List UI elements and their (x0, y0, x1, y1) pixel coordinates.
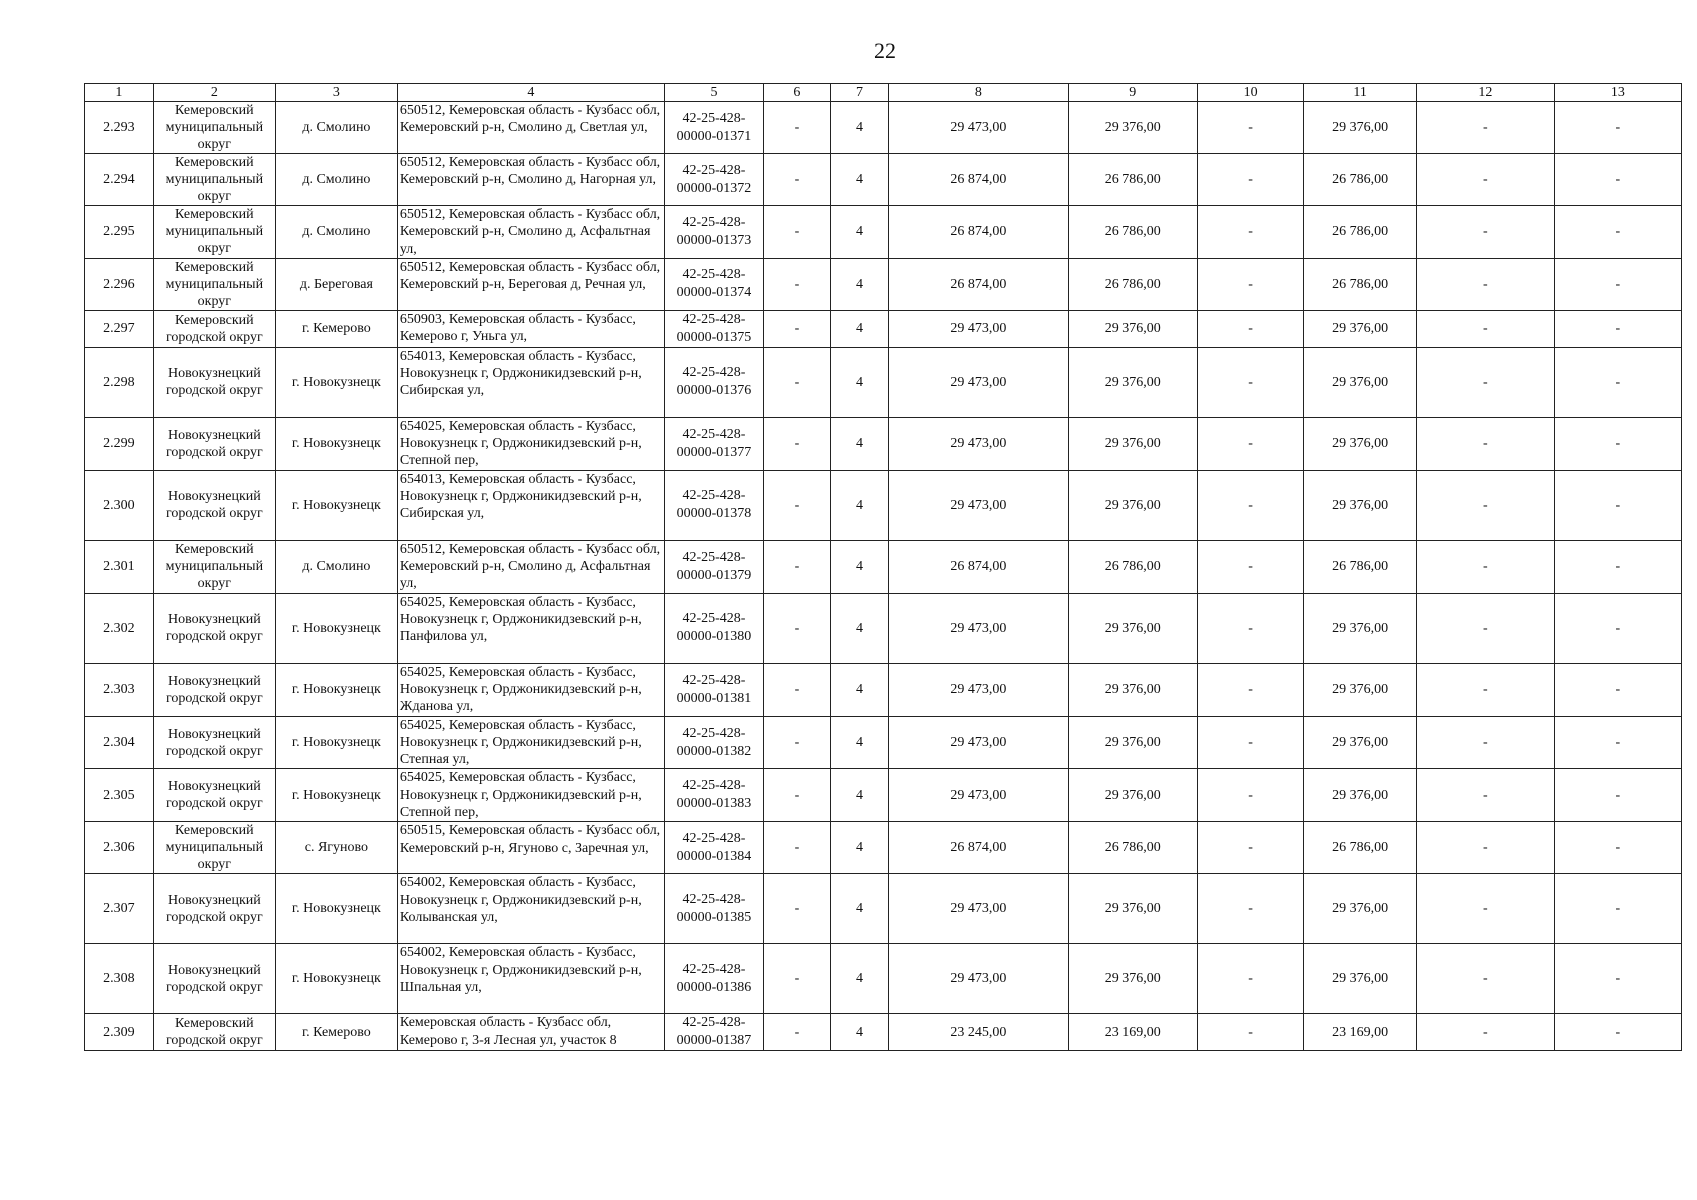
column-number-row (85, 84, 1682, 102)
municipality-cell: Новокузнецкий городской округ (153, 716, 275, 769)
municipality-cell: Кемеровский муниципальный округ (153, 258, 275, 310)
col12-cell: - (1416, 944, 1554, 1014)
registry-code-cell: 42-25-428-00000-01377 (664, 417, 763, 470)
row-number: 2.304 (85, 716, 154, 769)
col11-value: 29 376,00 (1304, 102, 1417, 154)
row-number: 2.296 (85, 258, 154, 310)
col10-cell: - (1197, 769, 1303, 822)
row-number: 2.309 (85, 1014, 154, 1051)
col9-value: 26 786,00 (1068, 206, 1197, 259)
municipality-cell: Новокузнецкий городской округ (153, 593, 275, 663)
col11-value: 29 376,00 (1304, 769, 1417, 822)
col6-cell: - (764, 347, 831, 417)
col7-cell: 4 (830, 769, 888, 822)
address-cell: 654025, Кемеровская область - Кузбасс, Новокузнецк г, Орджоникидзевский р-н, Панфилова ул, (397, 593, 664, 663)
column-header: 10 (1197, 84, 1303, 102)
locality-cell: г. Новокузнецк (275, 663, 397, 716)
row-number: 2.295 (85, 206, 154, 259)
locality-cell: д. Смолино (275, 154, 397, 206)
column-header: 9 (1068, 84, 1197, 102)
row-number: 2.305 (85, 769, 154, 822)
col13-cell: - (1554, 347, 1681, 417)
col12-cell: - (1416, 470, 1554, 540)
address-cell: 654025, Кемеровская область - Кузбасс, Новокузнецк г, Орджоникидзевский р-н, Жданова ул, (397, 663, 664, 716)
registry-code-cell: 42-25-428-00000-01376 (664, 347, 763, 417)
table-row (85, 716, 1682, 769)
col8-value: 23 245,00 (889, 1014, 1068, 1051)
column-header: 8 (889, 84, 1068, 102)
col12-cell: - (1416, 593, 1554, 663)
col9-value: 26 786,00 (1068, 540, 1197, 593)
col9-value: 29 376,00 (1068, 417, 1197, 470)
col11-value: 23 169,00 (1304, 1014, 1417, 1051)
col7-cell: 4 (830, 154, 888, 206)
locality-cell: г. Новокузнецк (275, 347, 397, 417)
locality-cell: г. Новокузнецк (275, 417, 397, 470)
col8-value: 29 473,00 (889, 347, 1068, 417)
table-row (85, 874, 1682, 944)
col9-value: 26 786,00 (1068, 154, 1197, 206)
locality-cell: г. Кемерово (275, 310, 397, 347)
table-row (85, 154, 1682, 206)
col7-cell: 4 (830, 944, 888, 1014)
col8-value: 29 473,00 (889, 944, 1068, 1014)
col8-value: 26 874,00 (889, 206, 1068, 259)
locality-cell: д. Смолино (275, 102, 397, 154)
municipality-cell: Кемеровский муниципальный округ (153, 154, 275, 206)
col11-value: 29 376,00 (1304, 347, 1417, 417)
col9-value: 29 376,00 (1068, 102, 1197, 154)
column-header: 13 (1554, 84, 1681, 102)
col9-value: 29 376,00 (1068, 663, 1197, 716)
col9-value: 26 786,00 (1068, 258, 1197, 310)
col13-cell: - (1554, 540, 1681, 593)
registry-code-cell: 42-25-428-00000-01385 (664, 874, 763, 944)
col7-cell: 4 (830, 874, 888, 944)
col11-value: 29 376,00 (1304, 593, 1417, 663)
municipality-cell: Кемеровский муниципальный округ (153, 206, 275, 259)
locality-cell: г. Новокузнецк (275, 769, 397, 822)
col6-cell: - (764, 822, 831, 874)
row-number: 2.300 (85, 470, 154, 540)
col10-cell: - (1197, 1014, 1303, 1051)
registry-code-cell: 42-25-428-00000-01382 (664, 716, 763, 769)
col8-value: 29 473,00 (889, 716, 1068, 769)
col10-cell: - (1197, 944, 1303, 1014)
municipality-cell: Новокузнецкий городской округ (153, 874, 275, 944)
col13-cell: - (1554, 663, 1681, 716)
col8-value: 29 473,00 (889, 310, 1068, 347)
col8-value: 26 874,00 (889, 258, 1068, 310)
address-cell: 654002, Кемеровская область - Кузбасс, Новокузнецк г, Орджоникидзевский р-н, Шпальная ул, (397, 944, 664, 1014)
col7-cell: 4 (830, 102, 888, 154)
registry-code-cell: 42-25-428-00000-01379 (664, 540, 763, 593)
col9-value: 23 169,00 (1068, 1014, 1197, 1051)
col8-value: 26 874,00 (889, 540, 1068, 593)
column-header: 1 (85, 84, 154, 102)
row-number: 2.302 (85, 593, 154, 663)
table-row (85, 206, 1682, 259)
col12-cell: - (1416, 822, 1554, 874)
col9-value: 29 376,00 (1068, 347, 1197, 417)
col7-cell: 4 (830, 470, 888, 540)
col10-cell: - (1197, 470, 1303, 540)
col6-cell: - (764, 154, 831, 206)
row-number: 2.294 (85, 154, 154, 206)
table-row (85, 347, 1682, 417)
row-number: 2.307 (85, 874, 154, 944)
registry-code-cell: 42-25-428-00000-01372 (664, 154, 763, 206)
municipality-cell: Новокузнецкий городской округ (153, 769, 275, 822)
col7-cell: 4 (830, 822, 888, 874)
col6-cell: - (764, 417, 831, 470)
col13-cell: - (1554, 874, 1681, 944)
col9-value: 29 376,00 (1068, 769, 1197, 822)
col8-value: 29 473,00 (889, 874, 1068, 944)
col13-cell: - (1554, 944, 1681, 1014)
address-cell: 654002, Кемеровская область - Кузбасс, Новокузнецк г, Орджоникидзевский р-н, Колыванская ул, (397, 874, 664, 944)
col10-cell: - (1197, 310, 1303, 347)
locality-cell: г. Новокузнецк (275, 716, 397, 769)
col6-cell: - (764, 1014, 831, 1051)
col6-cell: - (764, 470, 831, 540)
row-number: 2.303 (85, 663, 154, 716)
col12-cell: - (1416, 310, 1554, 347)
col8-value: 29 473,00 (889, 769, 1068, 822)
table-row (85, 944, 1682, 1014)
col12-cell: - (1416, 540, 1554, 593)
address-cell: Кемеровская область - Кузбасс обл, Кемерово г, 3-я Лесная ул, участок 8 (397, 1014, 664, 1051)
col9-value: 26 786,00 (1068, 822, 1197, 874)
col11-value: 29 376,00 (1304, 716, 1417, 769)
column-header: 7 (830, 84, 888, 102)
col11-value: 29 376,00 (1304, 417, 1417, 470)
col13-cell: - (1554, 258, 1681, 310)
col8-value: 29 473,00 (889, 417, 1068, 470)
col8-value: 26 874,00 (889, 154, 1068, 206)
municipality-cell: Новокузнецкий городской округ (153, 944, 275, 1014)
col9-value: 29 376,00 (1068, 470, 1197, 540)
column-header: 4 (397, 84, 664, 102)
address-cell: 654025, Кемеровская область - Кузбасс, Новокузнецк г, Орджоникидзевский р-н, Степной пер, (397, 769, 664, 822)
col8-value: 26 874,00 (889, 822, 1068, 874)
municipality-cell: Новокузнецкий городской округ (153, 470, 275, 540)
address-cell: 650512, Кемеровская область - Кузбасс обл, Кемеровский р-н, Смолино д, Асфальтная ул, (397, 540, 664, 593)
locality-cell: г. Новокузнецк (275, 470, 397, 540)
page-number: 22 (874, 38, 896, 63)
municipality-cell: Новокузнецкий городской округ (153, 417, 275, 470)
address-cell: 650515, Кемеровская область - Кузбасс обл, Кемеровский р-н, Ягуново с, Заречная ул, (397, 822, 664, 874)
table-row (85, 310, 1682, 347)
table-row (85, 102, 1682, 154)
col9-value: 29 376,00 (1068, 593, 1197, 663)
col10-cell: - (1197, 593, 1303, 663)
locality-cell: г. Новокузнецк (275, 874, 397, 944)
registry-table (84, 83, 1682, 1051)
col11-value: 26 786,00 (1304, 540, 1417, 593)
col6-cell: - (764, 944, 831, 1014)
col6-cell: - (764, 258, 831, 310)
col12-cell: - (1416, 206, 1554, 259)
col11-value: 26 786,00 (1304, 206, 1417, 259)
municipality-cell: Кемеровский муниципальный округ (153, 102, 275, 154)
col8-value: 29 473,00 (889, 593, 1068, 663)
column-header: 2 (153, 84, 275, 102)
col12-cell: - (1416, 874, 1554, 944)
address-cell: 654025, Кемеровская область - Кузбасс, Новокузнецк г, Орджоникидзевский р-н, Степной пер, (397, 417, 664, 470)
col13-cell: - (1554, 593, 1681, 663)
locality-cell: д. Смолино (275, 206, 397, 259)
col11-value: 29 376,00 (1304, 944, 1417, 1014)
address-cell: 654025, Кемеровская область - Кузбасс, Новокузнецк г, Орджоникидзевский р-н, Степная ул, (397, 716, 664, 769)
table-row (85, 258, 1682, 310)
locality-cell: г. Кемерово (275, 1014, 397, 1051)
municipality-cell: Кемеровский городской округ (153, 310, 275, 347)
col13-cell: - (1554, 206, 1681, 259)
col12-cell: - (1416, 154, 1554, 206)
registry-code-cell: 42-25-428-00000-01374 (664, 258, 763, 310)
address-cell: 650512, Кемеровская область - Кузбасс обл, Кемеровский р-н, Смолино д, Нагорная ул, (397, 154, 664, 206)
col10-cell: - (1197, 663, 1303, 716)
column-header: 6 (764, 84, 831, 102)
col8-value: 29 473,00 (889, 663, 1068, 716)
table-row (85, 769, 1682, 822)
registry-code-cell: 42-25-428-00000-01373 (664, 206, 763, 259)
col11-value: 29 376,00 (1304, 874, 1417, 944)
column-header: 12 (1416, 84, 1554, 102)
col13-cell: - (1554, 154, 1681, 206)
locality-cell: г. Новокузнецк (275, 593, 397, 663)
row-number: 2.301 (85, 540, 154, 593)
col10-cell: - (1197, 417, 1303, 470)
row-number: 2.293 (85, 102, 154, 154)
table-row (85, 417, 1682, 470)
table-row (85, 822, 1682, 874)
municipality-cell: Новокузнецкий городской округ (153, 347, 275, 417)
table-row (85, 540, 1682, 593)
registry-code-cell: 42-25-428-00000-01381 (664, 663, 763, 716)
registry-code-cell: 42-25-428-00000-01384 (664, 822, 763, 874)
table-row (85, 1014, 1682, 1051)
col6-cell: - (764, 310, 831, 347)
col7-cell: 4 (830, 663, 888, 716)
registry-code-cell: 42-25-428-00000-01387 (664, 1014, 763, 1051)
col6-cell: - (764, 593, 831, 663)
col7-cell: 4 (830, 347, 888, 417)
row-number: 2.299 (85, 417, 154, 470)
address-cell: 654013, Кемеровская область - Кузбасс, Новокузнецк г, Орджоникидзевский р-н, Сибирская ул, (397, 470, 664, 540)
address-cell: 650512, Кемеровская область - Кузбасс обл, Кемеровский р-н, Береговая д, Речная ул, (397, 258, 664, 310)
col9-value: 29 376,00 (1068, 944, 1197, 1014)
col12-cell: - (1416, 663, 1554, 716)
locality-cell: г. Новокузнецк (275, 944, 397, 1014)
municipality-cell: Новокузнецкий городской округ (153, 663, 275, 716)
address-cell: 650903, Кемеровская область - Кузбасс, Кемерово г, Уньга ул, (397, 310, 664, 347)
col7-cell: 4 (830, 417, 888, 470)
col10-cell: - (1197, 102, 1303, 154)
col10-cell: - (1197, 206, 1303, 259)
col13-cell: - (1554, 102, 1681, 154)
col9-value: 29 376,00 (1068, 716, 1197, 769)
locality-cell: с. Ягуново (275, 822, 397, 874)
col13-cell: - (1554, 716, 1681, 769)
registry-code-cell: 42-25-428-00000-01371 (664, 102, 763, 154)
col12-cell: - (1416, 769, 1554, 822)
column-header: 5 (664, 84, 763, 102)
col13-cell: - (1554, 470, 1681, 540)
col6-cell: - (764, 716, 831, 769)
column-header: 3 (275, 84, 397, 102)
col13-cell: - (1554, 769, 1681, 822)
col8-value: 29 473,00 (889, 102, 1068, 154)
row-number: 2.306 (85, 822, 154, 874)
locality-cell: д. Береговая (275, 258, 397, 310)
col6-cell: - (764, 540, 831, 593)
col10-cell: - (1197, 822, 1303, 874)
col12-cell: - (1416, 417, 1554, 470)
col7-cell: 4 (830, 206, 888, 259)
address-cell: 650512, Кемеровская область - Кузбасс обл, Кемеровский р-н, Смолино д, Асфальтная ул, (397, 206, 664, 259)
col13-cell: - (1554, 310, 1681, 347)
col12-cell: - (1416, 347, 1554, 417)
col7-cell: 4 (830, 540, 888, 593)
col12-cell: - (1416, 716, 1554, 769)
col12-cell: - (1416, 102, 1554, 154)
address-cell: 654013, Кемеровская область - Кузбасс, Новокузнецк г, Орджоникидзевский р-н, Сибирская ул, (397, 347, 664, 417)
col11-value: 26 786,00 (1304, 822, 1417, 874)
col10-cell: - (1197, 716, 1303, 769)
row-number: 2.298 (85, 347, 154, 417)
locality-cell: д. Смолино (275, 540, 397, 593)
registry-code-cell: 42-25-428-00000-01386 (664, 944, 763, 1014)
col11-value: 26 786,00 (1304, 258, 1417, 310)
col11-value: 29 376,00 (1304, 663, 1417, 716)
municipality-cell: Кемеровский муниципальный округ (153, 540, 275, 593)
col12-cell: - (1416, 1014, 1554, 1051)
registry-code-cell: 42-25-428-00000-01380 (664, 593, 763, 663)
col10-cell: - (1197, 540, 1303, 593)
col6-cell: - (764, 206, 831, 259)
municipality-cell: Кемеровский муниципальный округ (153, 822, 275, 874)
col7-cell: 4 (830, 716, 888, 769)
column-header: 11 (1304, 84, 1417, 102)
col6-cell: - (764, 874, 831, 944)
col6-cell: - (764, 663, 831, 716)
col11-value: 29 376,00 (1304, 470, 1417, 540)
col13-cell: - (1554, 822, 1681, 874)
col7-cell: 4 (830, 310, 888, 347)
col13-cell: - (1554, 417, 1681, 470)
table-row (85, 593, 1682, 663)
col10-cell: - (1197, 874, 1303, 944)
col12-cell: - (1416, 258, 1554, 310)
col7-cell: 4 (830, 593, 888, 663)
registry-code-cell: 42-25-428-00000-01383 (664, 769, 763, 822)
row-number: 2.308 (85, 944, 154, 1014)
col6-cell: - (764, 102, 831, 154)
col11-value: 26 786,00 (1304, 154, 1417, 206)
col10-cell: - (1197, 347, 1303, 417)
col13-cell: - (1554, 1014, 1681, 1051)
col11-value: 29 376,00 (1304, 310, 1417, 347)
col6-cell: - (764, 769, 831, 822)
row-number: 2.297 (85, 310, 154, 347)
address-cell: 650512, Кемеровская область - Кузбасс обл, Кемеровский р-н, Смолино д, Светлая ул, (397, 102, 664, 154)
col10-cell: - (1197, 154, 1303, 206)
col9-value: 29 376,00 (1068, 874, 1197, 944)
table-row (85, 663, 1682, 716)
col7-cell: 4 (830, 258, 888, 310)
registry-code-cell: 42-25-428-00000-01375 (664, 310, 763, 347)
table-row (85, 470, 1682, 540)
col10-cell: - (1197, 258, 1303, 310)
col7-cell: 4 (830, 1014, 888, 1051)
registry-code-cell: 42-25-428-00000-01378 (664, 470, 763, 540)
col9-value: 29 376,00 (1068, 310, 1197, 347)
col8-value: 29 473,00 (889, 470, 1068, 540)
municipality-cell: Кемеровский городской округ (153, 1014, 275, 1051)
